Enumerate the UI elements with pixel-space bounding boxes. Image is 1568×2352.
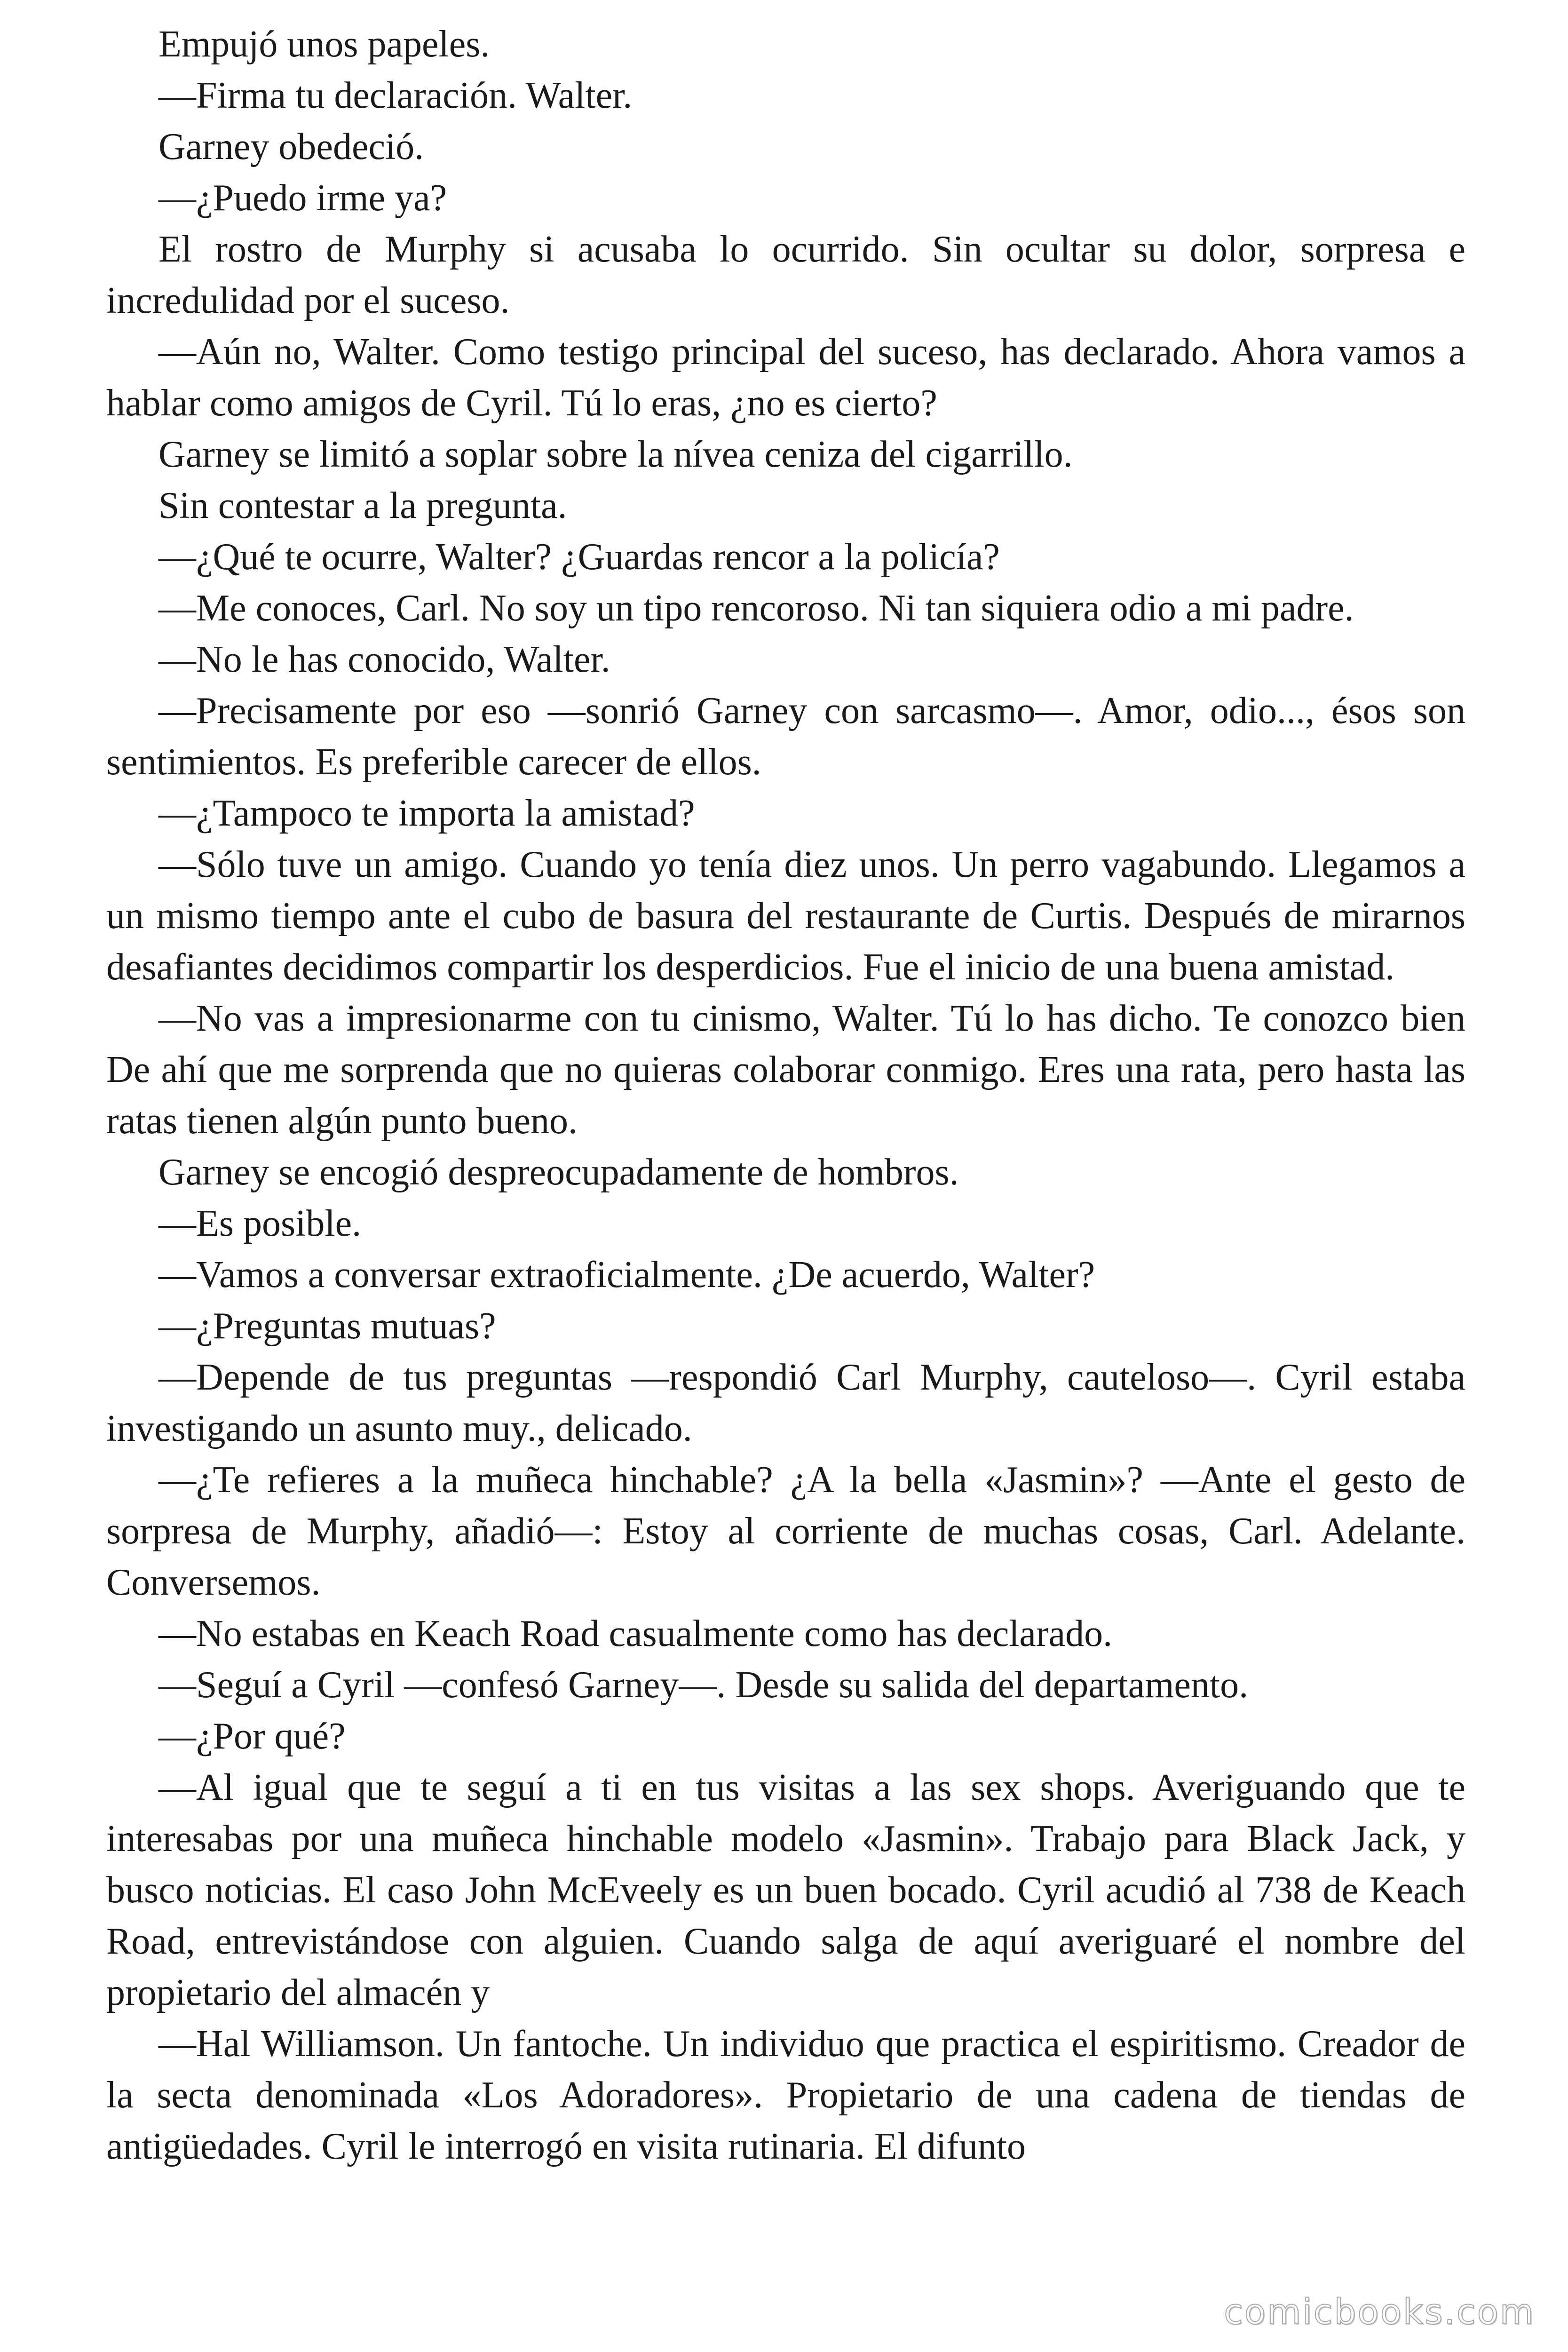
paragraph: —No le has conocido, Walter.: [158, 639, 610, 680]
paragraph: —No vas a impresionarme con tu cinismo, Walter. Tú lo has dicho. Te conozco bien De ahí que me sorprenda que no quieras colaborar conmigo. Eres una rata, pero hasta las ratas tienen algún punto bueno.: [106, 998, 1465, 1142]
paragraph: —¿Tampoco te importa la amistad?: [158, 793, 695, 834]
paragraph: —Me conoces, Carl. No soy un tipo rencoroso. Ni tan siquiera odio a mi padre.: [158, 588, 1354, 629]
paragraph: —¿Por qué?: [158, 1716, 346, 1757]
paragraph: —Al igual que te seguí a ti en tus visitas a las sex shops. Averiguando que te interesabas por una muñeca hinchable modelo «Jasmin». Trabajo para Black Jack, y busco noticias. El caso John McEveely es un buen bocado. Cyril acudió al 738 de Keach Road, entrevistándose con alguien. Cuando salga de aquí averiguaré el nombre del propietario del almacén y: [106, 1767, 1465, 2013]
paragraph: —¿Puedo irme ya?: [158, 177, 447, 219]
paragraph: Garney se encogió despreocupadamente de hombros.: [158, 1152, 959, 1193]
paragraph: El rostro de Murphy si acusaba lo ocurrido. Sin ocultar su dolor, sorpresa e incredulidad por el suceso.: [106, 229, 1465, 321]
paragraph: Sin contestar a la pregunta.: [158, 485, 567, 526]
paragraph: —Sólo tuve un amigo. Cuando yo tenía diez unos. Un perro vagabundo. Llegamos a un mismo tiempo ante el cubo de basura del restaurante de Curtis. Después de mirarnos desafiantes decidimos compartir los desperdicios. Fue el inicio de una buena amistad.: [106, 844, 1465, 988]
watermark: comicbooks.com: [1224, 2292, 1535, 2332]
paragraph: Empujó unos papeles.: [158, 24, 490, 65]
body-text: [106, 19, 1465, 2172]
paragraph: —¿Te refieres a la muñeca hinchable? ¿A la bella «Jasmin»? —Ante el gesto de sorpresa de Murphy, añadió—: Estoy al corriente de muchas cosas, Carl. Adelante. Conversemos.: [106, 1459, 1465, 1603]
paragraph: —No estabas en Keach Road casualmente como has declarado.: [158, 1613, 1113, 1654]
paragraph: —¿Preguntas mutuas?: [158, 1305, 496, 1347]
paragraph: Garney obedeció.: [158, 126, 424, 167]
paragraph: —Es posible.: [158, 1203, 362, 1244]
paragraph: —Hal Williamson. Un fantoche. Un individuo que practica el espiritismo. Creador de la secta denominada «Los Adoradores». Propietario de una cadena de tiendas de antigüedades. Cyril le interrogó en visita rutinaria. El difunto: [106, 2023, 1465, 2167]
paragraph: —¿Qué te ocurre, Walter? ¿Guardas rencor a la policía?: [158, 536, 1000, 578]
paragraph: —Seguí a Cyril —confesó Garney—. Desde su salida del departamento.: [158, 1664, 1249, 1706]
paragraph: Garney se limitó a soplar sobre la nívea ceniza del cigarrillo.: [158, 434, 1073, 475]
paragraph: —Vamos a conversar extraoficialmente. ¿De acuerdo, Walter?: [158, 1254, 1095, 1295]
paragraph: —Precisamente por eso —sonrió Garney con sarcasmo—. Amor, odio..., ésos son sentimientos. Es preferible carecer de ellos.: [106, 690, 1465, 783]
paragraph: —Firma tu declaración. Walter.: [158, 75, 633, 116]
paragraph: —Depende de tus preguntas —respondió Carl Murphy, cauteloso—. Cyril estaba investigando un asunto muy., delicado.: [106, 1357, 1465, 1449]
paragraph: —Aún no, Walter. Como testigo principal del suceso, has declarado. Ahora vamos a hablar como amigos de Cyril. Tú lo eras, ¿no es cierto?: [106, 331, 1465, 424]
